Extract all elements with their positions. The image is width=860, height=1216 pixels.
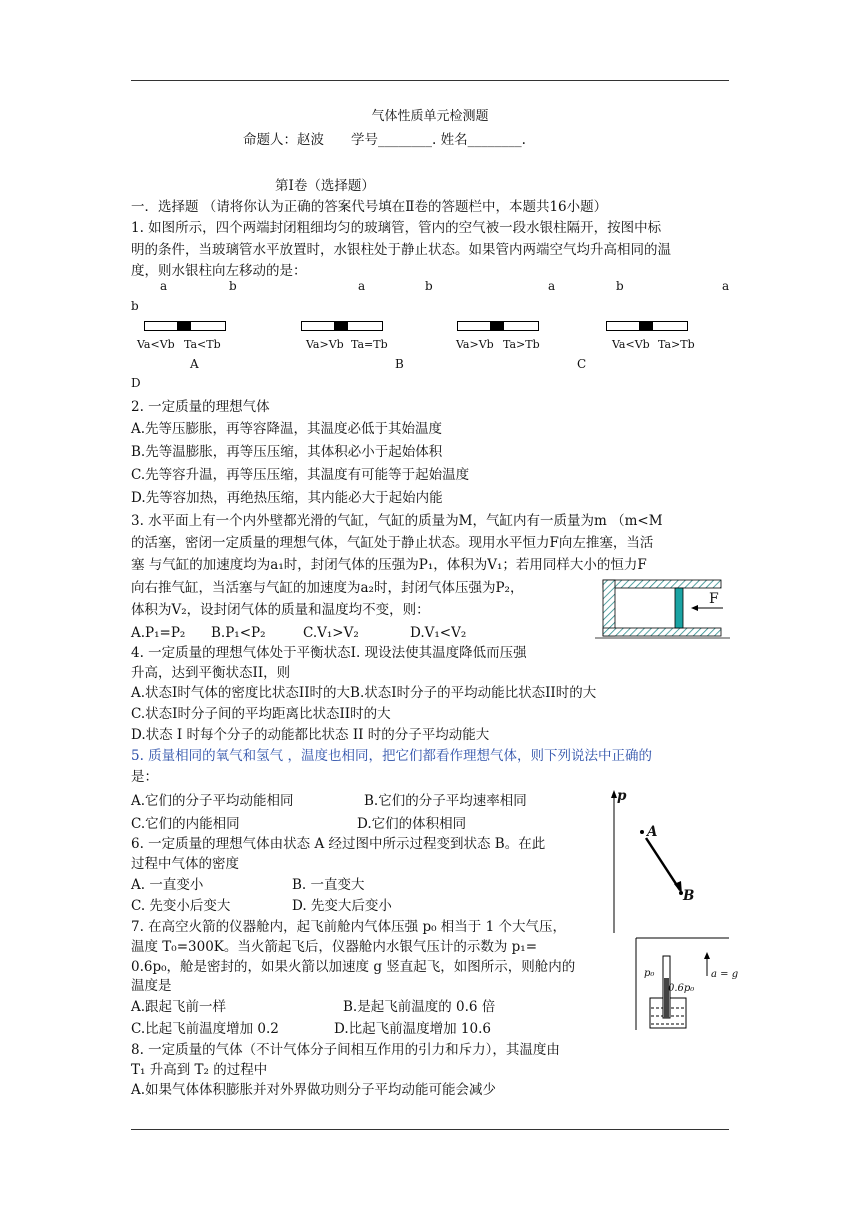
q4-line: A.状态I时气体的密度比状态II时的大B.状态I时分子的平均动能比状态II时的大 [131, 685, 597, 701]
q7-line: 0.6p₀，舱是密封的，如果火箭以加速度 g 竖直起飞，如图所示，则舱内的 [131, 959, 576, 975]
point-a [640, 830, 644, 834]
q1-line: 明的条件，当玻璃管水平放置时，水银柱处于静止状态。如果管内两端空气均升高相同的温 [131, 242, 671, 258]
accel-arrow-head [704, 952, 710, 959]
tube-volume-label: Va>Vb [456, 338, 494, 351]
tube-volume-label: Va>Vb [306, 338, 344, 351]
accel-label: a = g [711, 969, 739, 980]
point-b-label: B [683, 888, 695, 904]
q1-line: 1. 如图所示，四个两端封闭粗细均匀的玻璃管，管内的空气被一段水银柱隔开，按图中标 [131, 220, 662, 236]
q7-line: 7. 在高空火箭的仪器舱内，起飞前舱内气体压强 p₀ 相当于 1 个大气压， [131, 919, 566, 935]
tube-volume-label: Va<Vb [137, 338, 175, 351]
p-axis-label: p [617, 788, 627, 804]
label-a: a [160, 279, 168, 293]
q6-line: 6. 一定质量的理想气体由状态 A 经过图中所示过程变到状态 B。在此 [131, 836, 546, 852]
q5-line [131, 747, 652, 765]
q3-line: 体积为V₂，设封闭气体的质量和温度均不变，则： [131, 602, 430, 618]
q4-line: 升高，达到平衡状态II，则 [131, 665, 291, 681]
q6-option-d: D. 先变大后变小 [292, 898, 392, 914]
mercury-column [334, 321, 348, 331]
tube-d [606, 321, 688, 331]
q3-option-a: A.P₁=P₂ [131, 625, 186, 641]
tube-temp-label: Ta=Tb [351, 338, 388, 351]
label-a: a [722, 279, 730, 293]
q5-option-a: A.它们的分子平均动能相同 [131, 793, 294, 809]
p0-label: p₀ [644, 968, 655, 979]
section-heading: 一．选择题 （请将你认为正确的答案代号填在Ⅱ卷的答题栏中，本题共16小题） [131, 199, 608, 215]
q6-option-c: C. 先变小后变大 [131, 898, 231, 914]
p-graph [600, 788, 730, 938]
tube-c [457, 321, 539, 331]
q2-option: C.先等容升温，再等压压缩，其温度有可能等于起始温度 [131, 467, 470, 483]
q3-option-b: B.P₁<P₂ [211, 625, 266, 641]
label-a: a [548, 279, 556, 293]
arrow-head [691, 605, 698, 611]
q8-line: A.如果气体体积膨胀并对外界做功则分子平均动能可能会减少 [131, 1082, 497, 1098]
cylinder-figure [595, 578, 730, 643]
q7-line: 温度是 [131, 978, 172, 994]
cylinder-bottom-wall [603, 628, 721, 636]
cylinder-left-wall [603, 580, 615, 636]
q3-line: 向右推气缸，当活塞与气缸的加速度为a₂时，封闭气体压强为P₂， [131, 580, 524, 596]
mercury-column [177, 321, 191, 331]
q6-option-b: B. 一直变大 [292, 877, 365, 893]
tube-b [301, 321, 383, 331]
byline: 命题人：赵波 学号________. 姓名________. [243, 132, 526, 148]
tube-volume-label: Va<Vb [612, 338, 650, 351]
force-label: F [709, 591, 719, 607]
mercury-column [639, 321, 653, 331]
cylinder-top-wall [603, 580, 721, 588]
q5-option-c: C.它们的内能相同 [131, 816, 240, 832]
label-b: b [229, 279, 237, 293]
q4-line: 4. 一定质量的理想气体处于平衡状态I. 现设法使其温度降低而压强 [131, 645, 527, 661]
section-title: 第Ⅰ卷（选择题） [275, 178, 375, 194]
q2-option: D.先等容加热，再绝热压缩，其内能必大于起始内能 [131, 490, 443, 506]
q5-option-b: B.它们的分子平均速率相同 [364, 793, 527, 809]
q3-line: 3. 水平面上有一个内外壁都光滑的气缸，气缸的质量为M，气缸内有一质量为m （m<M [131, 513, 663, 529]
option-b: B [395, 357, 404, 371]
q5-line: 是： [131, 769, 158, 785]
q6-option-a: A. 一直变小 [131, 877, 204, 893]
option-d: D [131, 376, 141, 390]
q7-line: 温度 T₀=300K。当火箭起飞后，仪器舱内水银气压计的示数为 p₁= [131, 939, 538, 955]
q3-line: 的活塞，密闭一定质量的理想气体，气缸处于静止状态。现用水平恒力F向左推塞，当活 [131, 535, 654, 551]
top-rule [131, 80, 729, 81]
q2-option: B.先等温膨胀，再等压压缩，其体积必小于起始体积 [131, 444, 443, 460]
q5-option-d: D.它们的体积相同 [357, 816, 467, 832]
tube-a [144, 321, 226, 331]
q5-line-text: 5. 质量相同的氧气和氢气 ，温度也相同，把它们都看作理想气体，则下列说法中正确的 [131, 748, 652, 764]
process-line [646, 838, 680, 890]
q2-option: A.先等压膨胀，再等容降温，其温度必低于其始温度 [131, 421, 443, 437]
q7-option-b: B.是起飞前温度的 0.6 倍 [343, 999, 496, 1015]
tube-temp-label: Ta<Tb [184, 338, 221, 351]
option-c: C [577, 357, 587, 371]
tube-temp-label: Ta>Tb [503, 338, 540, 351]
label-b: b [616, 279, 624, 293]
bottom-rule [131, 1129, 729, 1130]
q4-line: D.状态 I 时每个分子的动能都比状态 II 时的分子平均动能大 [131, 727, 490, 743]
reading-label: 0.6p₀ [668, 983, 695, 994]
q7-option-d: D.比起飞前温度增加 10.6 [334, 1021, 491, 1037]
q3-option-d: D.V₁<V₂ [410, 625, 467, 641]
q1-line: 度，则水银柱向左移动的是： [131, 263, 307, 279]
piston [675, 588, 683, 628]
label-a: a [358, 279, 366, 293]
label-b: b [131, 299, 139, 313]
q8-line: 8. 一定质量的气体（不计气体分子间相互作用的引力和斥力），其温度由 [131, 1042, 560, 1058]
q4-line: C.状态I时分子间的平均距离比状态II时的大 [131, 706, 391, 722]
mercury-column [490, 321, 504, 331]
q3-line: 塞 与气缸的加速度均为a₁时，封闭气体的压强为P₁，体积为V₁；若用同样大小的恒力F [131, 557, 647, 573]
option-a: A [190, 357, 199, 371]
q8-line: T₁ 升高到 T₂ 的过程中 [131, 1062, 268, 1078]
q3-option-c: C.V₁>V₂ [303, 625, 359, 641]
q7-option-c: C.比起飞前温度增加 0.2 [131, 1021, 279, 1037]
q2-stem: 2. 一定质量的理想气体 [131, 399, 270, 415]
label-b: b [425, 279, 433, 293]
q7-option-a: A.跟起飞前一样 [131, 999, 227, 1015]
page-title: 气体性质单元检测题 [371, 109, 489, 124]
tube-temp-label: Ta>Tb [658, 338, 695, 351]
q6-line: 过程中气体的密度 [131, 856, 239, 872]
point-a-label: A [647, 824, 658, 840]
